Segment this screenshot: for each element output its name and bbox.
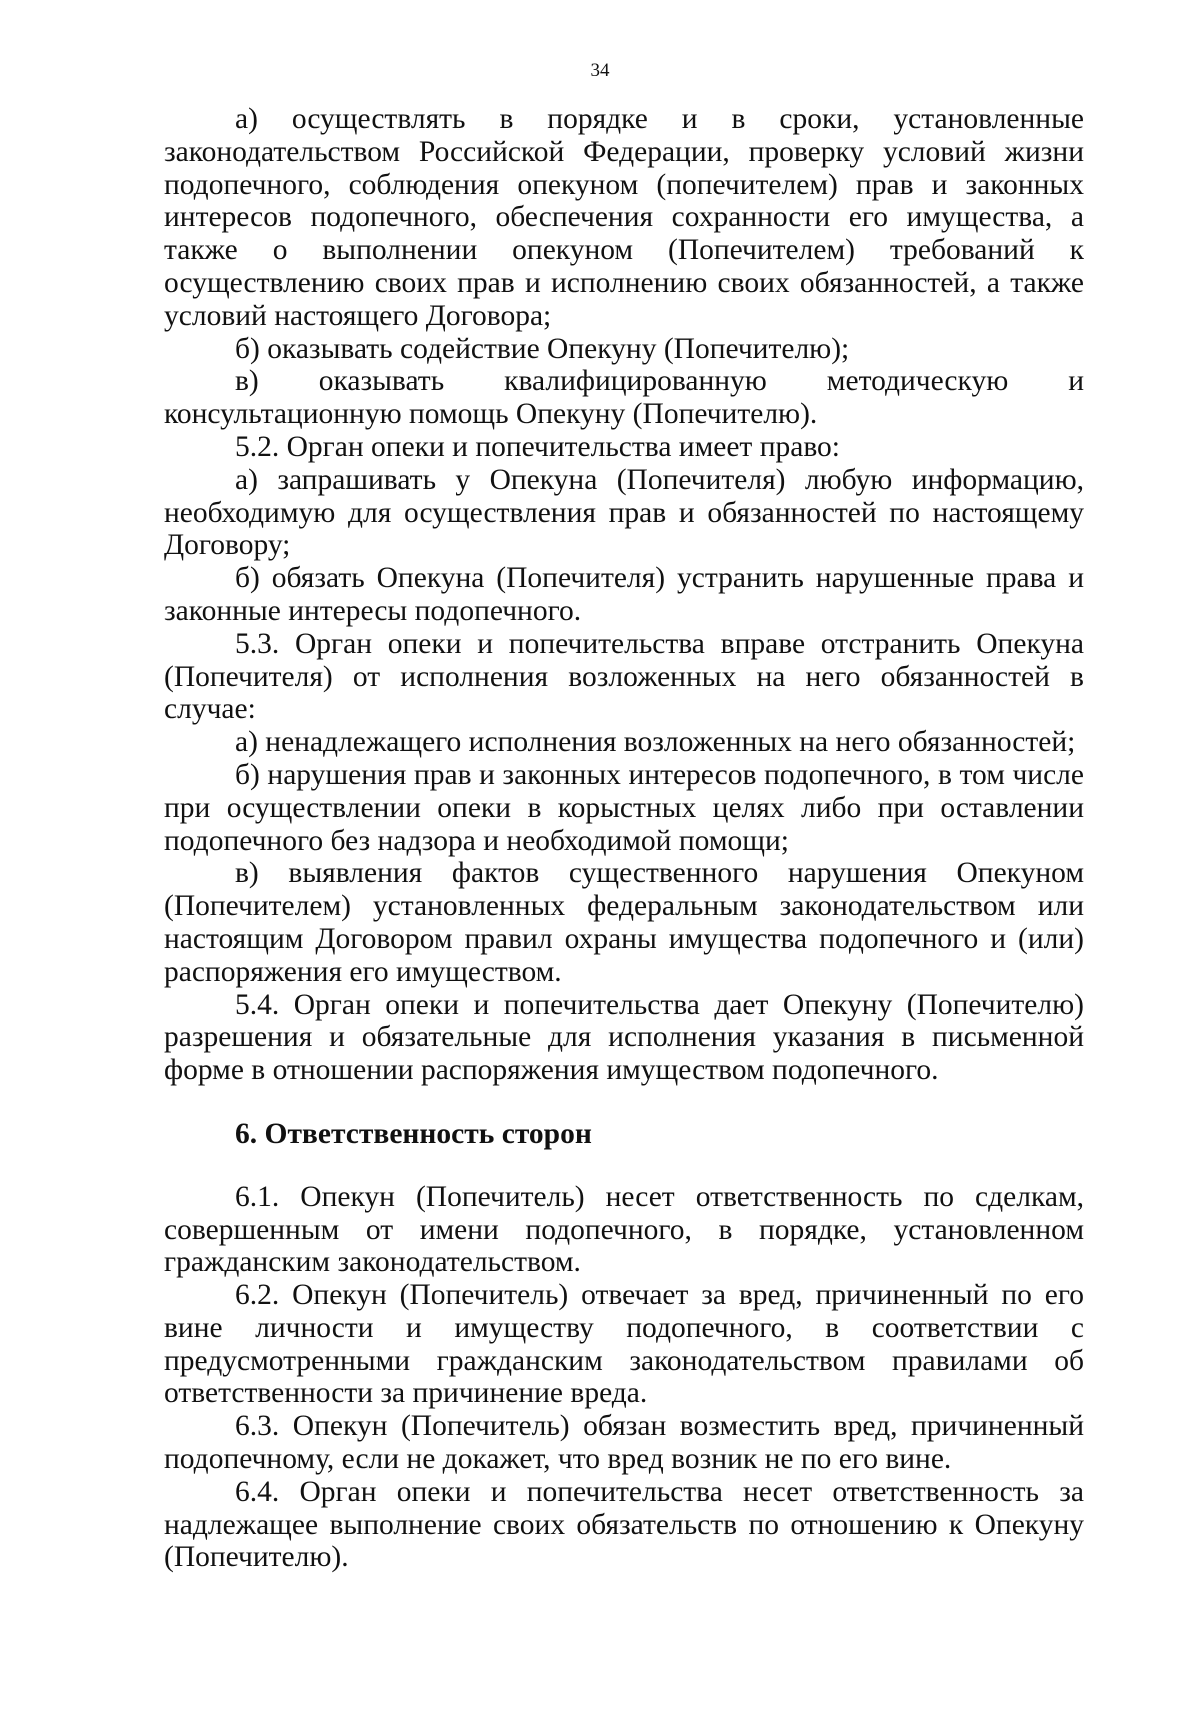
paragraph-5-4: 5.4. Орган опеки и попечительства дает Опекуну (Попечителю) разрешения и обязательные для исполнения указания в письменной форме в отношении распоряжения имуществом подопечного.: [164, 988, 1084, 1087]
paragraph-6-3: 6.3. Опекун (Попечитель) обязан возместить вред, причиненный подопечному, если не докажет, что вред возник не по его вине.: [164, 1410, 1084, 1476]
paragraph-6-2: 6.2. Опекун (Попечитель) отвечает за вред, причиненный по его вине личности и имуществу подопечного, в соответствии с предусмотренными гражданским законодательством правилами об ответственности за причинение вреда.: [164, 1279, 1084, 1410]
paragraph-5-1-a: а) осуществлять в порядке и в сроки, установленные законодательством Российской Федерации, проверку условий жизни подопечного, соблюдения опекуном (попечителем) прав и законных интересов подопечного, обеспечения сохранности его имущества, а также о выполнении опекуном (Попечителем) требований к осуществлению своих прав и исполнению своих обязанностей, а также условий настоящего Договора;: [164, 103, 1084, 332]
paragraph-5-2-a: а) запрашивать у Опекуна (Попечителя) любую информацию, необходимую для осуществления прав и обязанностей по настоящему Договору;: [164, 463, 1084, 562]
paragraph-5-3-a: а) ненадлежащего исполнения возложенных на него обязанностей;: [235, 726, 1076, 759]
paragraph-5-1-b: б) оказывать содействие Опекуну (Попечителю);: [235, 332, 850, 365]
paragraph-6-1: 6.1. Опекун (Попечитель) несет ответственность по сделкам, совершенным от имени подопечного, в порядке, установленном гражданским законодательством.: [164, 1180, 1084, 1279]
paragraph-5-1-v: в) оказывать квалифицированную методическую и консультационную помощь Опекуну (Попечителю).: [164, 365, 1084, 431]
paragraph-5-3-v: в) выявления фактов существенного нарушения Опекуном (Попечителем) установленных федеральным законодательством или настоящим Договором правил охраны имущества подопечного и (или) распоряжения его имуществом.: [164, 857, 1084, 988]
paragraph-5-3-b: б) нарушения прав и законных интересов подопечного, в том числе при осуществлении опеки в корыстных целях либо при оставлении подопечного без надзора и необходимой помощи;: [164, 758, 1084, 857]
paragraph-6-4: 6.4. Орган опеки и попечительства несет ответственность за надлежащее выполнение своих обязательств по отношению к Опекуну (Попечителю).: [164, 1475, 1084, 1574]
document-body: [164, 103, 1084, 1574]
paragraph-5-3: 5.3. Орган опеки и попечительства вправе отстранить Опекуна (Попечителя) от исполнения возложенных на него обязанностей в случае:: [164, 627, 1084, 726]
page-number: 34: [590, 60, 610, 81]
section-heading-6: 6. Ответственность сторон: [235, 1117, 592, 1150]
paragraph-5-2: 5.2. Орган опеки и попечительства имеет право:: [235, 430, 840, 463]
paragraph-5-2-b: б) обязать Опекуна (Попечителя) устранить нарушенные права и законные интересы подопечного.: [164, 562, 1084, 627]
